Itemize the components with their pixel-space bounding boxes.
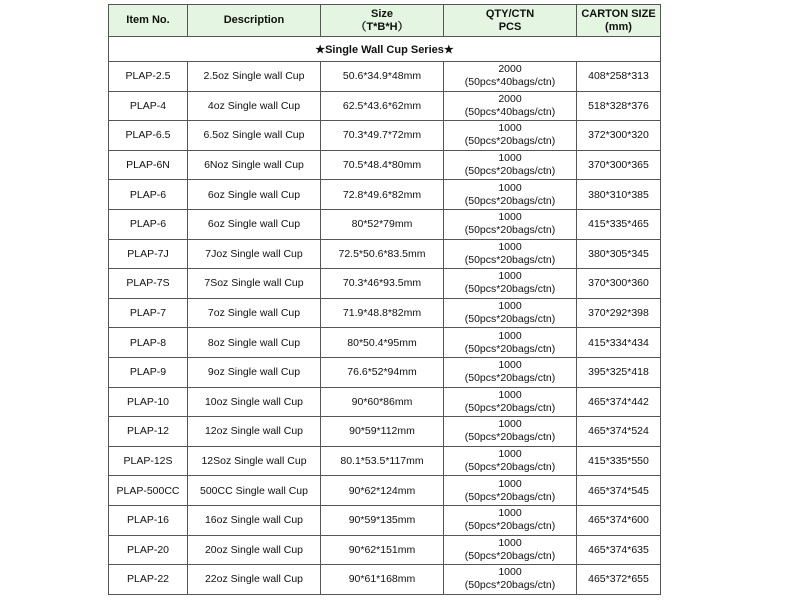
table-row bbox=[109, 121, 661, 151]
qty-cell bbox=[444, 357, 577, 387]
table-row bbox=[109, 565, 661, 595]
description-cell: 12Soz Single wall Cup bbox=[188, 446, 321, 476]
description-cell: 500CC Single wall Cup bbox=[188, 476, 321, 506]
table-row bbox=[109, 62, 661, 92]
size-cell: 90*62*124mm bbox=[321, 476, 444, 506]
item-no-cell: PLAP-6 bbox=[109, 209, 188, 239]
description-cell: 20oz Single wall Cup bbox=[188, 535, 321, 565]
qty-value: 1000 bbox=[498, 211, 522, 224]
pack-value: (50pcs*20bags/ctn) bbox=[464, 224, 556, 237]
item-no-cell: PLAP-6N bbox=[109, 150, 188, 180]
carton-size-cell: 370*292*398 bbox=[577, 298, 661, 328]
pack-value: (50pcs*40bags/ctn) bbox=[464, 105, 556, 118]
qty-cell bbox=[444, 269, 577, 299]
qty-cell bbox=[444, 565, 577, 595]
pack-value: (50pcs*20bags/ctn) bbox=[464, 283, 556, 296]
table-row bbox=[109, 328, 661, 358]
table-row bbox=[109, 535, 661, 565]
header-size-line1: Size bbox=[370, 7, 393, 20]
pack-value: (50pcs*20bags/ctn) bbox=[464, 372, 556, 385]
carton-size-cell: 415*335*550 bbox=[577, 446, 661, 476]
item-no-cell: PLAP-8 bbox=[109, 328, 188, 358]
size-cell: 50.6*34.9*48mm bbox=[321, 62, 444, 92]
table-row bbox=[109, 476, 661, 506]
item-no-cell: PLAP-6.5 bbox=[109, 121, 188, 151]
description-cell: 4oz Single wall Cup bbox=[188, 91, 321, 121]
item-no-cell: PLAP-12 bbox=[109, 417, 188, 447]
pack-value: (50pcs*20bags/ctn) bbox=[464, 401, 556, 414]
pack-value: (50pcs*20bags/ctn) bbox=[464, 313, 556, 326]
item-no-cell: PLAP-10 bbox=[109, 387, 188, 417]
header-carton-line1: CARTON SIZE bbox=[581, 7, 656, 20]
header-qty-line1: QTY/CTN bbox=[485, 7, 535, 20]
carton-size-cell: 395*325*418 bbox=[577, 357, 661, 387]
qty-cell bbox=[444, 298, 577, 328]
header-row bbox=[109, 5, 661, 37]
series-title-row bbox=[109, 37, 661, 62]
table-row bbox=[109, 357, 661, 387]
qty-value: 1000 bbox=[498, 329, 522, 342]
table-row bbox=[109, 417, 661, 447]
qty-cell bbox=[444, 328, 577, 358]
qty-value: 2000 bbox=[498, 92, 522, 105]
qty-cell bbox=[444, 417, 577, 447]
pack-value: (50pcs*20bags/ctn) bbox=[464, 165, 556, 178]
description-cell: 9oz Single wall Cup bbox=[188, 357, 321, 387]
header-qty-line2: PCS bbox=[498, 20, 522, 33]
size-cell: 80*52*79mm bbox=[321, 209, 444, 239]
size-cell: 90*61*168mm bbox=[321, 565, 444, 595]
description-cell: 6.5oz Single wall Cup bbox=[188, 121, 321, 151]
carton-size-cell: 370*300*360 bbox=[577, 269, 661, 299]
size-cell: 90*59*135mm bbox=[321, 505, 444, 535]
qty-value: 1000 bbox=[498, 152, 522, 165]
description-cell: 8oz Single wall Cup bbox=[188, 328, 321, 358]
pack-value: (50pcs*20bags/ctn) bbox=[464, 461, 556, 474]
pack-value: (50pcs*40bags/ctn) bbox=[464, 76, 556, 89]
carton-size-cell: 380*310*385 bbox=[577, 180, 661, 210]
description-cell: 7Joz Single wall Cup bbox=[188, 239, 321, 269]
description-cell: 7Soz Single wall Cup bbox=[188, 269, 321, 299]
table-row bbox=[109, 150, 661, 180]
table-row bbox=[109, 91, 661, 121]
product-spec-table bbox=[108, 4, 661, 595]
qty-value: 1000 bbox=[498, 181, 522, 194]
qty-value: 2000 bbox=[498, 63, 522, 76]
qty-value: 1000 bbox=[498, 448, 522, 461]
qty-value: 1000 bbox=[498, 477, 522, 490]
carton-size-cell: 370*300*365 bbox=[577, 150, 661, 180]
qty-value: 1000 bbox=[498, 270, 522, 283]
size-cell: 90*62*151mm bbox=[321, 535, 444, 565]
qty-cell bbox=[444, 180, 577, 210]
qty-cell bbox=[444, 387, 577, 417]
pack-value: (50pcs*20bags/ctn) bbox=[464, 135, 556, 148]
qty-value: 1000 bbox=[498, 536, 522, 549]
carton-size-cell: 372*300*320 bbox=[577, 121, 661, 151]
description-cell: 6Noz Single wall Cup bbox=[188, 150, 321, 180]
carton-size-cell: 408*258*313 bbox=[577, 62, 661, 92]
table-row bbox=[109, 180, 661, 210]
pack-value: (50pcs*20bags/ctn) bbox=[464, 253, 556, 266]
qty-value: 1000 bbox=[498, 507, 522, 520]
item-no-cell: PLAP-7S bbox=[109, 269, 188, 299]
size-cell: 62.5*43.6*62mm bbox=[321, 91, 444, 121]
header-size-line2: （T*B*H） bbox=[355, 20, 409, 33]
size-cell: 72.8*49.6*82mm bbox=[321, 180, 444, 210]
header-description: Description bbox=[188, 5, 321, 37]
item-no-cell: PLAP-22 bbox=[109, 565, 188, 595]
size-cell: 76.6*52*94mm bbox=[321, 357, 444, 387]
carton-size-cell: 415*335*465 bbox=[577, 209, 661, 239]
pack-value: (50pcs*20bags/ctn) bbox=[464, 549, 556, 562]
table-row bbox=[109, 239, 661, 269]
table-row bbox=[109, 209, 661, 239]
qty-value: 1000 bbox=[498, 418, 522, 431]
qty-cell bbox=[444, 239, 577, 269]
description-cell: 6oz Single wall Cup bbox=[188, 209, 321, 239]
pack-value: (50pcs*20bags/ctn) bbox=[464, 520, 556, 533]
carton-size-cell: 380*305*345 bbox=[577, 239, 661, 269]
series-title: ★Single Wall Cup Series★ bbox=[109, 37, 661, 62]
description-cell: 12oz Single wall Cup bbox=[188, 417, 321, 447]
qty-value: 1000 bbox=[498, 388, 522, 401]
description-cell: 16oz Single wall Cup bbox=[188, 505, 321, 535]
carton-size-cell: 465*374*545 bbox=[577, 476, 661, 506]
qty-cell bbox=[444, 91, 577, 121]
item-no-cell: PLAP-7J bbox=[109, 239, 188, 269]
pack-value: (50pcs*20bags/ctn) bbox=[464, 342, 556, 355]
header-carton-size bbox=[577, 5, 661, 37]
size-cell: 80*50.4*95mm bbox=[321, 328, 444, 358]
carton-size-cell: 415*334*434 bbox=[577, 328, 661, 358]
qty-cell bbox=[444, 476, 577, 506]
qty-value: 1000 bbox=[498, 122, 522, 135]
item-no-cell: PLAP-12S bbox=[109, 446, 188, 476]
size-cell: 70.5*48.4*80mm bbox=[321, 150, 444, 180]
size-cell: 80.1*53.5*117mm bbox=[321, 446, 444, 476]
pack-value: (50pcs*20bags/ctn) bbox=[464, 490, 556, 503]
pack-value: (50pcs*20bags/ctn) bbox=[464, 194, 556, 207]
item-no-cell: PLAP-16 bbox=[109, 505, 188, 535]
qty-cell bbox=[444, 209, 577, 239]
size-cell: 72.5*50.6*83.5mm bbox=[321, 239, 444, 269]
qty-cell bbox=[444, 446, 577, 476]
description-cell: 22oz Single wall Cup bbox=[188, 565, 321, 595]
header-qty bbox=[444, 5, 577, 37]
carton-size-cell: 465*374*442 bbox=[577, 387, 661, 417]
header-size bbox=[321, 5, 444, 37]
header-item-no: Item No. bbox=[109, 5, 188, 37]
pack-value: (50pcs*20bags/ctn) bbox=[464, 579, 556, 592]
item-no-cell: PLAP-500CC bbox=[109, 476, 188, 506]
header-carton-line2: (mm) bbox=[605, 20, 632, 33]
carton-size-cell: 465*372*655 bbox=[577, 565, 661, 595]
description-cell: 7oz Single wall Cup bbox=[188, 298, 321, 328]
item-no-cell: PLAP-6 bbox=[109, 180, 188, 210]
table-row bbox=[109, 269, 661, 299]
description-cell: 10oz Single wall Cup bbox=[188, 387, 321, 417]
table-row bbox=[109, 387, 661, 417]
qty-cell bbox=[444, 150, 577, 180]
item-no-cell: PLAP-20 bbox=[109, 535, 188, 565]
qty-value: 1000 bbox=[498, 300, 522, 313]
carton-size-cell: 465*374*600 bbox=[577, 505, 661, 535]
table-row bbox=[109, 298, 661, 328]
size-cell: 70.3*49.7*72mm bbox=[321, 121, 444, 151]
item-no-cell: PLAP-4 bbox=[109, 91, 188, 121]
description-cell: 2.5oz Single wall Cup bbox=[188, 62, 321, 92]
carton-size-cell: 518*328*376 bbox=[577, 91, 661, 121]
size-cell: 90*60*86mm bbox=[321, 387, 444, 417]
pack-value: (50pcs*20bags/ctn) bbox=[464, 431, 556, 444]
description-cell: 6oz Single wall Cup bbox=[188, 180, 321, 210]
size-cell: 70.3*46*93.5mm bbox=[321, 269, 444, 299]
qty-cell bbox=[444, 121, 577, 151]
item-no-cell: PLAP-2.5 bbox=[109, 62, 188, 92]
table-row bbox=[109, 446, 661, 476]
size-cell: 90*59*112mm bbox=[321, 417, 444, 447]
qty-value: 1000 bbox=[498, 566, 522, 579]
qty-cell bbox=[444, 535, 577, 565]
carton-size-cell: 465*374*524 bbox=[577, 417, 661, 447]
qty-cell bbox=[444, 62, 577, 92]
qty-cell bbox=[444, 505, 577, 535]
table-row bbox=[109, 505, 661, 535]
qty-value: 1000 bbox=[498, 240, 522, 253]
item-no-cell: PLAP-7 bbox=[109, 298, 188, 328]
size-cell: 71.9*48.8*82mm bbox=[321, 298, 444, 328]
qty-value: 1000 bbox=[498, 359, 522, 372]
item-no-cell: PLAP-9 bbox=[109, 357, 188, 387]
carton-size-cell: 465*374*635 bbox=[577, 535, 661, 565]
